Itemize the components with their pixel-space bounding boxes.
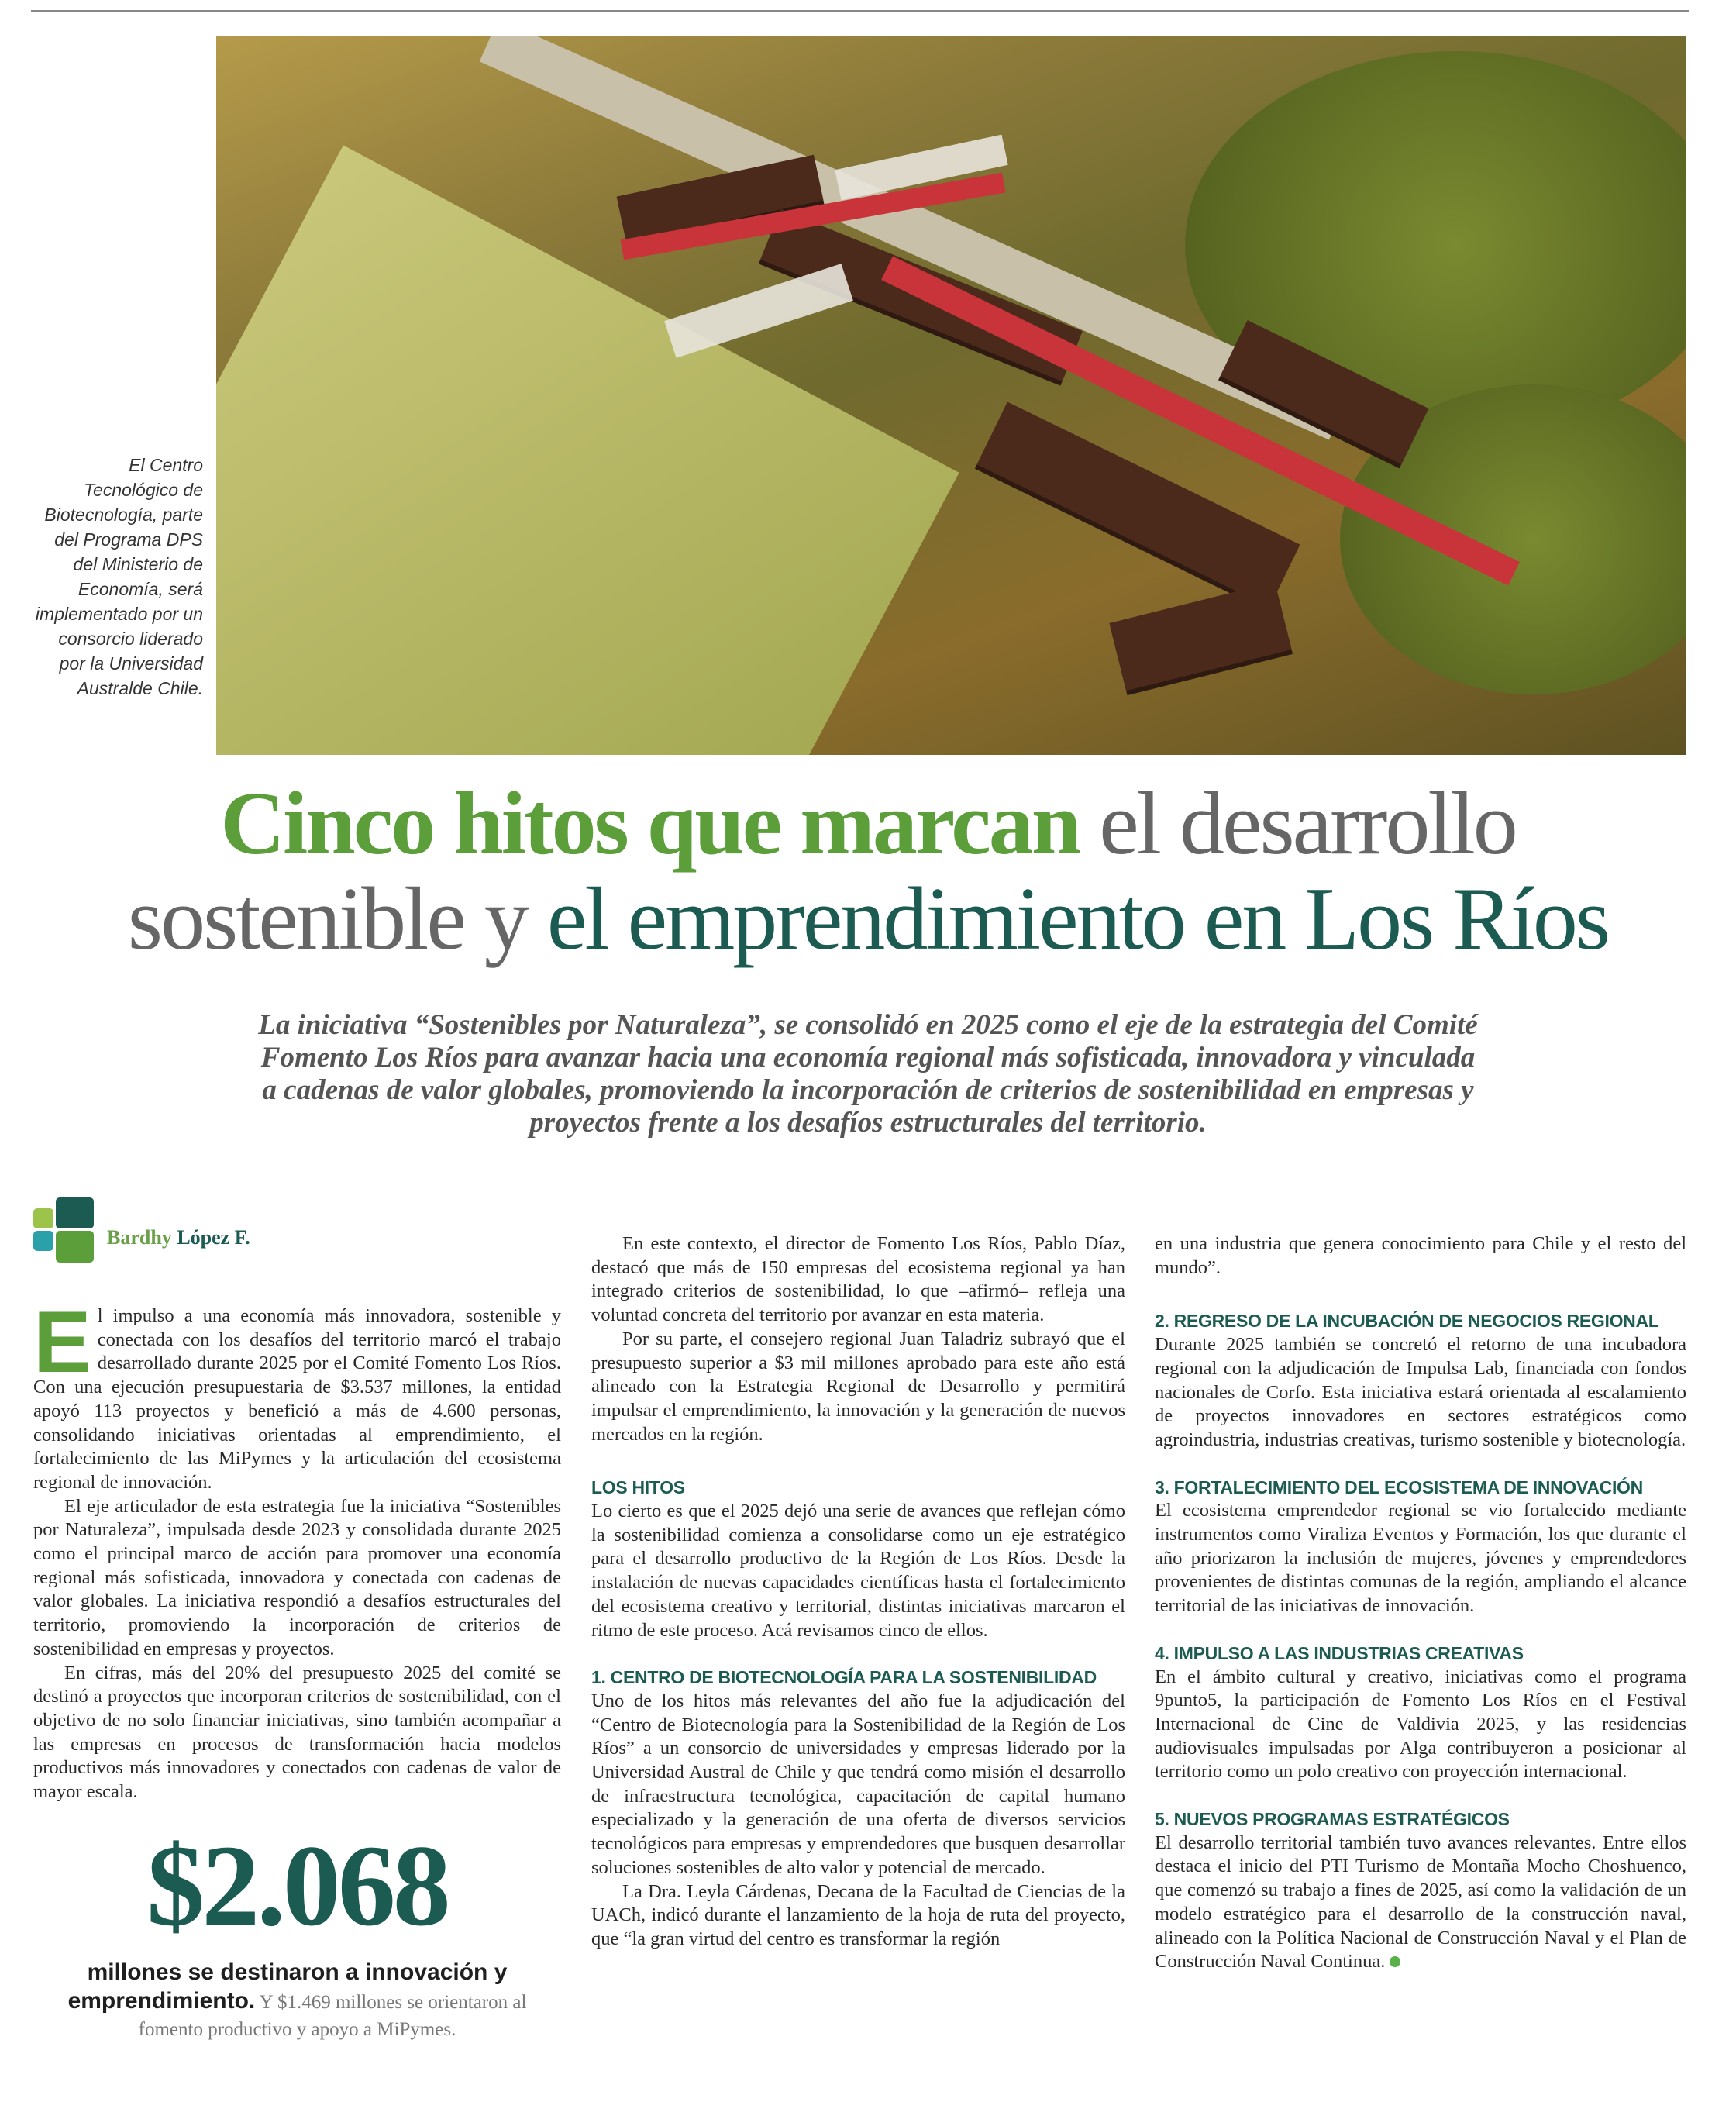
- paragraph: El ecosistema emprendedor regional se vio fortalecido mediante instrumentos como Viraliza Eventos y Formación, los que durante el año priorizaron la inclusión de mujeres, jóvenes y emprendedores provenientes de distintas comunas de la región, ampliando el alcance territorial de las iniciativas de innovación.: [1155, 1500, 1686, 1617]
- paragraph: La Dra. Leyla Cárdenas, Decana de la Facultad de Ciencias de la UACh, indicó durante el lanzamiento de la hoja de ruta del proyecto, que “la gran virtud del centro es transformar la región: [591, 1880, 1125, 1949]
- paragraph: El eje articulador de esta estrategia fue la iniciativa “Sostenibles por Naturaleza”, impulsada desde 2023 y consolidada durante 2025 como el principal marco de acción para promover una economía regional más sofisticada, innovadora y conectada con cadenas de valor globales. La iniciativa respondió a desafíos estructurales del territorio, promoviendo la incorporación de criterios de sostenibilidad en empresas y proyectos.: [33, 1495, 561, 1659]
- paragraph: Lo cierto es que el 2025 dejó una serie de avances que reflejan cómo la sostenibilidad comienza a consolidarse como un eje estratégico para el desarrollo productivo de la Región de Los Ríos. Desde la instalación de nuevas capacidades científicas hasta el fortalecimiento del ecosistema creativo y territorial, distintas iniciativas marcaron el ritmo de este proceso. Acá revisamos cinco de ellos.: [591, 1501, 1125, 1641]
- paragraph: Por su parte, el consejero regional Juan Taladriz subrayó que el presupuesto superior a $3 mil millones aprobado para este año está alineado con la Estrategia Regional de Desarrollo y permitirá impulsar el emprendimiento, la innovación y la generación de nuevos mercados en la región.: [591, 1328, 1125, 1445]
- author-last-name: López F.: [171, 1226, 250, 1249]
- paragraph: En este contexto, el director de Fomento Los Ríos, Pablo Díaz, destacó que más de 150 empresas del ecosistema regional ya han integrado criterios de sostenibilidad, lo que –afirmó– refleja una voluntad concreta del territorio por avanzar en esta materia.: [591, 1233, 1125, 1326]
- paragraph-text: l impulso a una economía más innovadora, sostenible y conectada con los desafíos del territorio marcó el trabajo desarrollado durante 2025 por el Comité Fomento Los Ríos. Con una ejecución presupuestaria de $3.537 millones, la entidad apoyó 113 proyectos y benefició a más de 4.600 personas, consolidando iniciativas orientadas al emprendimiento, el fortalecimiento de las MiPymes y la articulación del ecosistema regional de innovación.: [33, 1305, 561, 1493]
- photo-tent: [664, 264, 853, 358]
- column-2: [591, 1232, 1125, 1952]
- article-deck: La iniciativa “Sostenibles por Naturaleza”, se consolidó en 2025 como el eje de la estrategia del Comité Fomento Los Ríos para avanzar hacia una economía regional más sofisticada, innovadora y vinculada a cadenas de valor globales, promoviendo la incorporación de criterios de sostenibilidad en empresas y proyectos frente a los desafíos estructurales del territorio.: [258, 1009, 1478, 1139]
- headline-highlight: Cinco hitos que marcan: [220, 774, 1080, 874]
- section-heading: 2. REGRESO DE LA INCUBACIÓN DE NEGOCIOS REGIONAL: [1155, 1311, 1659, 1332]
- section-heading: 1. CENTRO DE BIOTECNOLOGÍA PARA LA SOSTENIBILIDAD: [591, 1667, 1097, 1688]
- paragraph: [33, 1294, 561, 1495]
- highlight-description: [33, 1959, 561, 2043]
- column-3: [1155, 1232, 1686, 1974]
- section-heading: 3. FORTALECIMIENTO DEL ECOSISTEMA DE INNOVACIÓN: [1155, 1477, 1643, 1497]
- drop-cap: E: [33, 1294, 91, 1390]
- headline-text: sostenible y: [127, 870, 547, 969]
- paragraph: Durante 2025 también se concretó el retorno de una incubadora regional con la adjudicación de Impulsa Lab, financiada con fondos nacionales de Corfo. Esta iniciativa estará orientada al escalamiento de proyectos innovadores en sectores estratégicos como agroindustria, industrias creativas, turismo sostenible y biotecnología.: [1155, 1334, 1686, 1450]
- section-heading: 4. IMPULSO A LAS INDUSTRIAS CREATIVAS: [1155, 1642, 1524, 1663]
- section-heading: 5. NUEVOS PROGRAMAS ESTRATÉGICOS: [1155, 1809, 1510, 1830]
- top-rule: [31, 10, 1690, 12]
- headline-line-2: [0, 870, 1736, 969]
- aerial-rendering-photo: [216, 36, 1686, 755]
- author-first-name: Bardhy: [107, 1226, 172, 1249]
- paragraph: en una industria que genera conocimiento para Chile y el resto del mundo”.: [1155, 1233, 1686, 1278]
- highlight-number: $2.068: [146, 1821, 448, 1950]
- paragraph: [1155, 1831, 1686, 1974]
- section-heading: LOS HITOS: [591, 1477, 685, 1498]
- column-1: [33, 1294, 561, 1804]
- headline-text: el desarrollo: [1079, 774, 1516, 874]
- highlight-rest: Y $1.469 millones se orientaron al fomento productivo y apoyo a MiPymes.: [138, 1992, 527, 2040]
- end-mark-icon: [1390, 1956, 1400, 1967]
- byline: [107, 1226, 250, 1249]
- headline-teal: el emprendimiento en Los Ríos: [546, 870, 1609, 969]
- paragraph: Uno de los hitos más relevantes del año fue la adjudicación del “Centro de Biotecnología para la Sostenibilidad de la Región de Los Ríos” a un consorcio de universidades y empresas liderado por la Universidad Austral de Chile y que tendrá como misión el desarrollo de infraestructura tecnológica, capacitación de capital humano especializado y la generación de una oferta de diversos servicios tecnológicos para empresas y emprendedores que busquen desarrollar soluciones sostenibles de alto valor y potencial de mercado.: [591, 1690, 1125, 1878]
- highlight-bold: millones se destinaron a innovación y emprendimiento.: [67, 1959, 508, 2014]
- paragraph: En cifras, más del 20% del presupuesto 2025 del comité se destinó a proyectos que incorporan criterios de sostenibilidad, con el objetivo de no solo financiar iniciativas, sino también acompañar a las empresas en procesos de transformación hacia modelos productivos más innovadores y conectados con cadenas de valor de mayor escala.: [33, 1662, 561, 1803]
- section-logo-icon: [33, 1197, 94, 1263]
- photo-building: [1109, 582, 1291, 691]
- people-icon: [56, 1197, 94, 1228]
- plant-icon: [33, 1231, 53, 1251]
- photo-caption: El Centro Tecnológico de Biotecnología, parte del Programa DPS del Ministerio de Economía, será implementado por un consorcio liderado por la Universidad Australde Chile.: [35, 455, 203, 698]
- paragraph: En el ámbito cultural y creativo, iniciativas como el programa 9punto5, la participación de Fomento Los Ríos en el Festival Internacional de Cine de Valdivia 2025, y las residencias audiovisuales impulsadas por Alga contribuyeron a posicionar al territorio como un polo creativo con proyección internacional.: [1155, 1666, 1686, 1783]
- recycle-icon: [33, 1208, 53, 1228]
- headline-line-1: [0, 774, 1736, 874]
- logo-tile: [56, 1231, 94, 1263]
- paragraph-text: El desarrollo territorial también tuvo avances relevantes. Entre ellos destaca el inicio del PTI Turismo de Montaña Mocho Choshuenco, que comenzó su trabajo a fines de 2025, así como la validación de un modelo estratégico para el desarrollo de la construcción naval, alineado con la Política Nacional de Construcción Naval y el Plan de Construcción Naval Continua.: [1155, 1831, 1686, 1973]
